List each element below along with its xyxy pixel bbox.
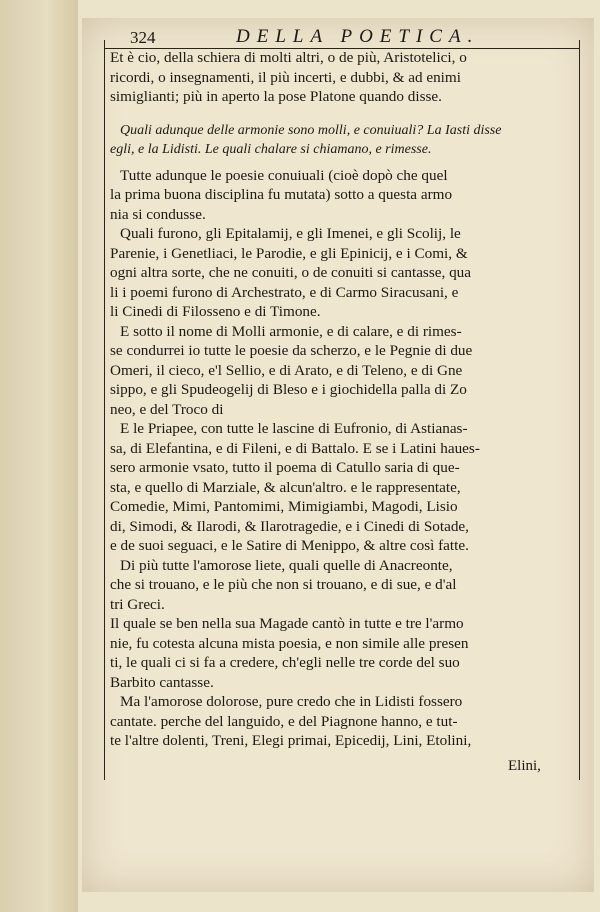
text-line: Parenie, i Genetliaci, le Parodie, e gli Epinicij, e i Comi, & xyxy=(110,244,468,262)
text-line: Barbito cantasse. xyxy=(110,673,214,691)
text-line: E le Priapee, con tutte le lascine di Eufronio, di Astianas- xyxy=(120,420,468,437)
text-line: di, Simodi, & Ilarodi, & Ilarotragedie, e i Cinedi di Sotade, xyxy=(110,517,469,535)
text-line: Tutte adunque le poesie conuiuali (cioè dopò che quel xyxy=(120,166,448,184)
book-binding-edge xyxy=(0,0,78,912)
text-line: Ma l'amorose dolorose, pure credo che in Lidisti fossero xyxy=(120,693,463,710)
text-line: simiglianti; più in aperto la pose Platone quando disse. xyxy=(110,88,442,105)
text-line: Omeri, il cieco, e'l Sellio, e di Arato, e di Teleno, e di Gne xyxy=(110,361,463,379)
text-line: che si trouano, e le più che non si trouano, e di sue, e d'al xyxy=(110,576,457,593)
text-line: cantate. perche del languido, e del Piagnone hanno, e tut- xyxy=(110,712,458,730)
quotation-line: Quali adunque delle armonie sono molli, e conuiuali? La Iasti disse xyxy=(120,122,502,138)
text-line: sero armonie vsato, tutto il poema di Catullo saria di que- xyxy=(110,459,460,476)
text-line: ricordi, o insegnamenti, il più incerti, e dubbi, & ad enimi xyxy=(110,68,461,86)
page-header xyxy=(112,26,572,48)
right-margin-rule xyxy=(579,40,580,780)
left-margin-rule xyxy=(104,40,105,780)
text-line: la prima buona disciplina fu mutata) sotto a questa armo xyxy=(110,186,453,203)
text-line: li Cinedi di Filosseno e di Timone. xyxy=(110,303,321,320)
text-line: tri Greci. xyxy=(110,595,165,613)
text-line: nia si condusse. xyxy=(110,205,206,223)
text-line: E sotto il nome di Molli armonie, e di calare, e di rimes- xyxy=(120,322,462,340)
text-line: sta, e quello di Marziale, & alcun'altro. e le rappresentate, xyxy=(110,478,461,496)
text-line: ti, le quali ci si fa a credere, ch'egli nelle tre corde del suo xyxy=(110,654,460,671)
text-line: Comedie, Mimi, Pantomimi, Mimigiambi, Magodi, Lisio xyxy=(110,498,458,515)
page-number: 324 xyxy=(130,28,156,47)
text-line: e de suoi seguaci, e le Satire di Menippo, & altre così fatte. xyxy=(110,537,469,554)
text-line: li i poemi furono di Archestrato, e di Carmo Siracusani, e xyxy=(110,283,459,301)
quotation-line: egli, e la Lidisti. Le quali chalare si chiamano, e rimesse. xyxy=(110,142,432,157)
text-line: Quali furono, gli Epitalamij, e gli Imenei, e gli Scolij, le xyxy=(120,225,461,242)
text-line: sippo, e gli Spudeogelij di Bleso e i giochidella palla di Zo xyxy=(110,381,467,398)
catchword: Elini, xyxy=(508,758,541,774)
text-line: Et è cio, della schiera di molti altri, o de più, Aristotelici, o xyxy=(110,49,467,66)
text-line: neo, e del Troco di xyxy=(110,400,224,418)
running-title: DELLA POETICA. xyxy=(236,26,480,47)
text-line: Di più tutte l'amorose liete, quali quelle di Anacreonte, xyxy=(120,556,453,574)
text-line: se condurrei io tutte le poesie da scherzo, e le Pegnie di due xyxy=(110,342,473,359)
text-line: nie, fu cotesta alcuna mista poesia, e non simile alle presen xyxy=(110,634,469,652)
text-line: ogni altra sorte, che ne conuiti, o de conuiti si cantasse, qua xyxy=(110,264,472,281)
text-line: te l'altre dolenti, Treni, Elegi primai, Epicedij, Lini, Etolini, xyxy=(110,732,472,749)
text-line: Il quale se ben nella sua Magade cantò in tutte e tre l'armo xyxy=(110,615,464,632)
text-line: sa, di Elefantina, e di Fileni, e di Battalo. E se i Latini haues- xyxy=(110,439,480,457)
page-body xyxy=(110,48,576,751)
